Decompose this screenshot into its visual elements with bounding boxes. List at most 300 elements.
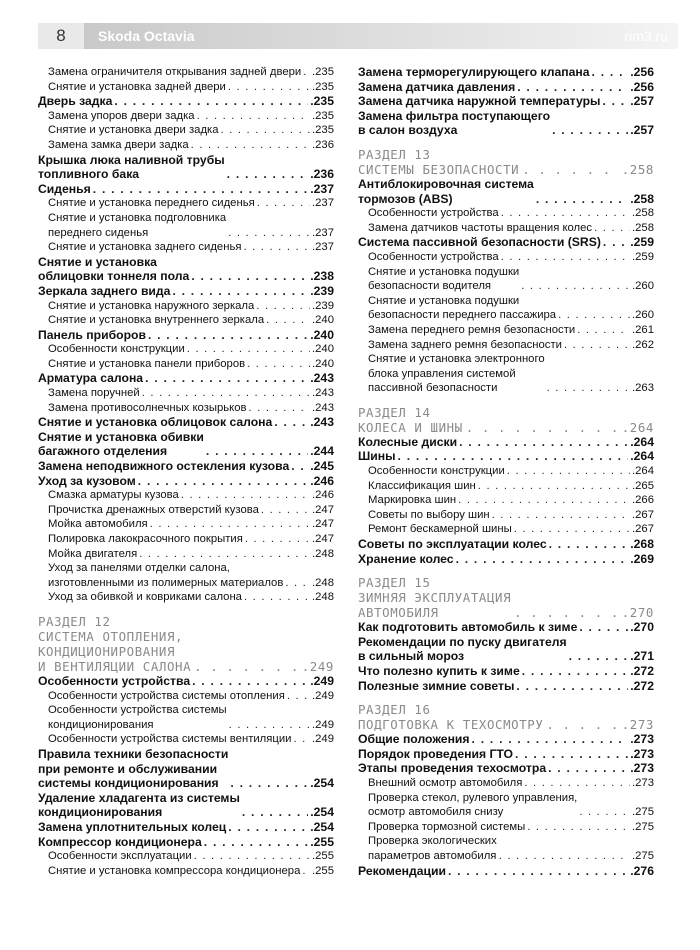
leader-dots [194, 849, 310, 864]
entry-title: Замена датчика давления [358, 79, 516, 94]
entry-title: Уход за обивкой и ковриками салона [48, 591, 242, 604]
toc-entry[interactable] [358, 834, 654, 863]
toc-entry[interactable] [38, 532, 334, 547]
leader-dots [139, 547, 310, 562]
entry-page: .265 [632, 479, 654, 492]
leader-dots [514, 522, 630, 537]
leader-dots [492, 508, 630, 523]
toc-entry[interactable] [358, 664, 654, 679]
leader-dots [472, 732, 629, 747]
leader-dots [521, 279, 630, 294]
toc-column-left [38, 65, 334, 878]
toc-entry[interactable] [38, 547, 334, 562]
leader-dots [228, 80, 310, 95]
entry-title: Замена уплотнительных колец [38, 819, 227, 834]
entry-page: .276 [630, 863, 654, 878]
entry-title: Уход за панелями отделки салона, изготовленными из полимерных материалов [48, 562, 284, 589]
entry-title: Особенности устройства [38, 673, 191, 688]
entry-page: .259 [630, 235, 654, 250]
entry-page: .236 [310, 167, 334, 182]
leader-dots [197, 109, 310, 124]
entry-page: .249 [312, 718, 334, 731]
entry-title: Замена датчика наружной температуры [358, 94, 601, 109]
leader-dots [517, 80, 628, 95]
section-page: .273 [621, 717, 654, 733]
section-heading [358, 405, 654, 435]
leader-dots [172, 284, 308, 299]
toc-entry[interactable] [358, 493, 654, 508]
entry-title: Снятие и установка электронного блока управления системой пассивной безопасности [368, 353, 545, 395]
leader-dots [527, 820, 630, 835]
section-label: РАЗДЕЛ 13 [358, 146, 431, 162]
toc-entry[interactable] [38, 109, 334, 124]
leader-dots [191, 138, 310, 153]
toc-entry[interactable] [38, 386, 334, 401]
entry-page: .248 [312, 547, 334, 560]
section-title: ПОДГОТОВКА К ТЕХОСМОТРУ [358, 717, 544, 733]
toc-entry[interactable] [38, 835, 334, 850]
leader-dots [285, 576, 310, 591]
entry-title: Замена терморегулирующего клапана [358, 65, 590, 79]
entry-page: .255 [312, 850, 334, 863]
entry-page: .248 [312, 591, 334, 604]
toc-entry[interactable] [358, 761, 654, 776]
leader-dots [245, 532, 310, 547]
toc-entry[interactable] [38, 211, 334, 240]
leader-dots [291, 459, 308, 474]
entry-title: Проверка тормозной системы [368, 820, 526, 833]
entry-title: Особенности устройства [368, 207, 499, 220]
entry-title: Внешний осмотр автомобиля [368, 776, 523, 789]
toc-entry[interactable] [38, 357, 334, 372]
toc-entry[interactable] [38, 255, 334, 284]
toc-entry[interactable] [38, 371, 334, 386]
entry-title: Система пассивной безопасности (SRS) [358, 235, 601, 250]
entry-title: Особенности устройства [368, 250, 499, 263]
entry-page: .259 [632, 250, 654, 263]
toc-entry[interactable] [358, 177, 654, 206]
entry-page: .272 [630, 664, 654, 678]
entry-title: Дверь задка [38, 94, 113, 109]
header-bar [84, 23, 678, 49]
entry-page: .267 [632, 523, 654, 536]
entry-title: Советы по выбору шин [368, 508, 490, 521]
entry-page: .256 [630, 65, 654, 79]
leader-dots [257, 196, 310, 211]
toc-entry[interactable] [358, 235, 654, 250]
entry-title: Уход за кузовом [38, 473, 136, 488]
leader-dots [501, 206, 630, 221]
entry-title: Снятие и установка компрессора кондиционера [48, 864, 301, 877]
leader-dots [507, 464, 630, 479]
entry-title: Этапы проведения техосмотра [358, 761, 547, 776]
leader-dots [221, 123, 310, 138]
toc-entry[interactable] [38, 820, 334, 835]
toc-entry[interactable] [38, 196, 334, 211]
entry-page: .267 [632, 508, 654, 521]
leader-dots [558, 308, 630, 323]
entry-title: Как подготовить автомобиль к зиме [358, 620, 578, 635]
entry-title: Замена фильтра поступающего в салон воздуха [358, 108, 551, 138]
leader-dots [516, 679, 628, 694]
toc-entry[interactable] [358, 250, 654, 265]
leader-dots [274, 415, 308, 430]
leader-dots [514, 605, 619, 620]
toc-entry[interactable] [38, 864, 334, 879]
entry-page: .235 [312, 66, 334, 78]
leader-dots [93, 182, 308, 197]
leader-dots [577, 323, 630, 338]
toc-entry[interactable] [38, 284, 334, 299]
toc-entry[interactable] [38, 459, 334, 474]
entry-title: Замена заднего ремня безопасности [368, 338, 562, 351]
leader-dots [579, 620, 628, 635]
entry-page: .237 [310, 181, 334, 196]
entry-title: Проверка стекол, рулевого управления, осмотр автомобиля снизу [368, 791, 578, 819]
entry-page: .245 [310, 459, 334, 474]
entry-page: .247 [312, 518, 334, 531]
leader-dots [569, 649, 629, 664]
entry-title: Замена замка двери задка [48, 138, 189, 151]
toc-entry[interactable] [358, 479, 654, 494]
entry-page: .260 [632, 280, 654, 293]
entry-page: .273 [632, 776, 654, 789]
entry-title: Снятие и установка задней двери [48, 80, 226, 93]
leader-dots [261, 503, 310, 518]
entry-page: .255 [310, 834, 334, 849]
leader-dots [594, 221, 630, 236]
toc-entry[interactable] [38, 328, 334, 343]
entry-title: Прочистка дренажных отверстий кузова [48, 503, 259, 516]
entry-title: Замена неподвижного остекления кузова [38, 459, 290, 474]
entry-page: .273 [630, 732, 654, 747]
toc-entry[interactable] [38, 182, 334, 197]
entry-title: Снятие и установка переднего сиденья [48, 197, 255, 210]
entry-page: .271 [630, 649, 654, 664]
leader-dots [266, 313, 310, 328]
entry-title: Замена противосолнечных козырьков [48, 401, 247, 414]
leader-dots [466, 420, 619, 435]
section-label: РАЗДЕЛ 12 [38, 613, 111, 629]
entry-page: .256 [630, 79, 654, 94]
entry-title: Снятие и установка подушки безопасности переднего пассажира [368, 294, 557, 322]
entry-page: .269 [630, 551, 654, 566]
section-heading [358, 702, 654, 732]
entry-page: .275 [632, 820, 654, 833]
section-title: КОЛЕСА И ШИНЫ [358, 419, 463, 435]
entry-page: .240 [310, 327, 334, 342]
leader-dots [459, 435, 628, 450]
entry-page: .235 [312, 109, 334, 122]
toc-entry[interactable] [38, 299, 334, 314]
leader-dots [547, 381, 630, 396]
entry-title: Особенности конструкции [48, 343, 185, 356]
toc-entry[interactable] [358, 620, 654, 635]
toc-entry[interactable] [38, 65, 334, 80]
entry-page: .264 [630, 449, 654, 464]
toc-entry[interactable] [38, 94, 334, 109]
entry-title: Удаление хладагента из системы кондиционирования [38, 790, 240, 820]
toc-entry[interactable] [358, 265, 654, 294]
entry-page: .247 [312, 503, 334, 516]
leader-dots [501, 250, 630, 265]
toc-entry[interactable] [38, 240, 334, 255]
toc-entry[interactable] [38, 747, 334, 791]
entry-page: .270 [630, 620, 654, 635]
leader-dots [227, 167, 309, 182]
entry-page: .257 [630, 123, 654, 138]
toc-entry[interactable] [38, 791, 334, 820]
leader-dots [456, 552, 629, 567]
leader-dots [564, 338, 630, 353]
entry-title: Маркировка шин [368, 494, 457, 507]
toc-entry[interactable] [38, 313, 334, 328]
leader-dots [228, 226, 310, 241]
leader-dots [579, 805, 630, 820]
entry-page: .240 [312, 314, 334, 327]
leader-dots [546, 717, 618, 732]
entry-title: Особенности устройства системы кондиционирования [48, 704, 227, 731]
entry-title: Особенности эксплуатации [48, 850, 192, 863]
toc-entry[interactable] [358, 864, 654, 879]
entry-page: .249 [312, 733, 334, 746]
leader-dots [148, 328, 308, 343]
entry-title: Панель приборов [38, 327, 146, 342]
toc-entry[interactable] [358, 94, 654, 109]
section-label: РАЗДЕЛ 14 [358, 404, 431, 420]
entry-page: .240 [312, 343, 334, 356]
section-title: ЗИМНЯЯ ЭКСПЛУАТАЦИЯ АВТОМОБИЛЯ [358, 590, 512, 621]
leader-dots [204, 835, 309, 850]
entry-page: .272 [630, 678, 654, 693]
entry-title: Снятие и установка подушки безопасности водителя [368, 265, 520, 293]
toc-entry[interactable] [358, 747, 654, 762]
leader-dots [247, 357, 310, 372]
entry-page: .243 [312, 401, 334, 414]
section-heading [358, 147, 654, 177]
leader-dots [287, 689, 310, 704]
toc-entry[interactable] [358, 206, 654, 221]
toc-entry[interactable] [38, 503, 334, 518]
entry-page: .273 [630, 761, 654, 776]
toc-entry[interactable] [358, 80, 654, 95]
entry-title: Снятие и установка панели приборов [48, 357, 246, 370]
entry-title: Снятие и установка обивки багажного отделения [38, 429, 204, 459]
leader-dots [228, 820, 308, 835]
entry-page: .237 [312, 197, 334, 210]
toc-entry[interactable] [38, 689, 334, 704]
leader-dots [187, 342, 310, 357]
entry-title: Правила техники безопасности при ремонте и обслуживании системы кондиционирования [38, 746, 229, 791]
toc-entry[interactable] [358, 464, 654, 479]
entry-title: Полировка лакокрасочного покрытия [48, 533, 243, 545]
entry-title: Мойка автомобиля [48, 518, 148, 531]
toc-entry[interactable] [358, 732, 654, 747]
entry-title: Замена ограничителя открывания задней двери [48, 66, 302, 78]
entry-title: Особенности устройства системы отопления [48, 689, 285, 702]
leader-dots [192, 674, 308, 689]
page-number: 8 [38, 23, 84, 49]
entry-page: .248 [312, 576, 334, 589]
toc-entry[interactable] [358, 352, 654, 396]
toc-entry[interactable] [38, 430, 334, 459]
entry-page: .273 [630, 746, 654, 761]
entry-title: Снятие и установка заднего сиденья [48, 241, 242, 254]
leader-dots [548, 761, 628, 776]
toc-entry[interactable] [38, 342, 334, 357]
entry-title: Антиблокировочная система тормозов (ABS) [358, 176, 534, 206]
entry-page: .266 [632, 494, 654, 507]
leader-dots [398, 449, 629, 464]
entry-title: Мойка двигателя [48, 547, 138, 560]
entry-page: .254 [310, 805, 334, 820]
entry-title: Смазка арматуры кузова [48, 489, 179, 502]
section-label: РАЗДЕЛ 16 [358, 702, 431, 718]
toc-entry[interactable] [358, 221, 654, 236]
entry-title: Полезные зимние советы [358, 678, 515, 693]
leader-dots [524, 776, 630, 791]
entry-page: .246 [312, 489, 334, 502]
leader-dots [293, 732, 310, 747]
toc-entry[interactable] [38, 703, 334, 732]
section-page: .264 [621, 419, 654, 435]
toc-entry[interactable] [38, 153, 334, 182]
entry-page: .275 [632, 849, 654, 862]
toc-entry[interactable] [38, 138, 334, 153]
toc-column-right [358, 65, 654, 878]
page-header [38, 23, 678, 49]
entry-title: Рекомендации [358, 863, 446, 878]
entry-title: Снятие и установка подголовника переднего сиденья [48, 211, 227, 239]
toc-entry[interactable] [38, 517, 334, 532]
entry-page: .237 [312, 241, 334, 254]
section-page: .249 [301, 658, 334, 674]
toc-entry[interactable] [358, 65, 654, 80]
toc-entry[interactable] [358, 679, 654, 694]
entry-title: Что полезно купить к зиме [358, 664, 520, 678]
entry-page: .254 [310, 819, 334, 834]
toc-entry[interactable] [38, 123, 334, 138]
toc-entry[interactable] [358, 449, 654, 464]
toc-entry[interactable] [358, 791, 654, 820]
leader-dots [244, 590, 310, 605]
toc-entry[interactable] [38, 488, 334, 503]
entry-page: .235 [312, 80, 334, 93]
entry-title: Колесные диски [358, 434, 458, 449]
entry-page: .235 [312, 124, 334, 137]
entry-title: Хранение колес [358, 551, 454, 566]
entry-page: .243 [310, 415, 334, 430]
entry-page: .237 [312, 226, 334, 239]
leader-dots [458, 493, 630, 508]
toc-entry[interactable] [38, 474, 334, 489]
leader-dots [138, 474, 308, 489]
toc-entry[interactable] [358, 522, 654, 537]
leader-dots [603, 235, 628, 250]
entry-page: .263 [632, 382, 654, 395]
entry-page: .264 [630, 434, 654, 449]
entry-title: Снятие и установка облицовок салона [38, 415, 273, 430]
toc-entry[interactable] [358, 537, 654, 552]
entry-title: Советы по эксплуатации колес [358, 537, 547, 552]
toc-entry[interactable] [38, 80, 334, 95]
leader-dots [191, 269, 308, 284]
toc-entry[interactable] [38, 674, 334, 689]
toc-entry[interactable] [38, 415, 334, 430]
toc-entry[interactable] [38, 849, 334, 864]
entry-page: .268 [630, 537, 654, 552]
toc-entry[interactable] [38, 401, 334, 416]
toc-entry[interactable] [358, 635, 654, 664]
leader-dots [256, 299, 310, 314]
toc-entry[interactable] [38, 590, 334, 605]
leader-dots [150, 517, 310, 532]
toc-entry[interactable] [358, 294, 654, 323]
leader-dots [114, 94, 308, 109]
section-heading [38, 614, 334, 674]
toc-entry[interactable] [358, 323, 654, 338]
entry-title: Замена переднего ремня безопасности [368, 323, 576, 336]
leader-dots [552, 123, 628, 138]
section-title: СИСТЕМЫ БЕЗОПАСНОСТИ [358, 161, 520, 177]
entry-title: Особенности конструкции [368, 465, 505, 478]
entry-page: .235 [310, 94, 334, 109]
entry-page: .236 [312, 138, 334, 151]
leader-dots [499, 849, 630, 864]
toc-entry[interactable] [358, 435, 654, 450]
toc-entry[interactable] [358, 338, 654, 353]
toc-entry[interactable] [358, 776, 654, 791]
entry-page: .249 [310, 673, 334, 688]
leader-dots [522, 664, 629, 679]
toc-entry[interactable] [358, 820, 654, 835]
entry-title: Проверка экологических параметров автомобиля [368, 835, 497, 862]
entry-page: .258 [632, 221, 654, 234]
toc-entry[interactable] [358, 109, 654, 138]
entry-title: Шины [358, 449, 396, 464]
entry-title: Снятие и установка наружного зеркала [48, 299, 255, 312]
section-title: СИСТЕМА ОТОПЛЕНИЯ, КОНДИЦИОНИРОВАНИЯ И ВЕНТИЛЯЦИИ САЛОНА [38, 628, 192, 674]
entry-title: Замена датчиков частоты вращения колес [368, 221, 593, 234]
entry-title: Снятие и установка двери задка [48, 124, 219, 137]
entry-page: .258 [632, 207, 654, 220]
entry-page: .258 [630, 191, 654, 206]
entry-page: .239 [312, 299, 334, 312]
entry-title: Зеркала заднего вида [38, 283, 171, 298]
entry-page: .254 [310, 776, 334, 791]
leader-dots [242, 805, 308, 820]
leader-dots [536, 192, 628, 207]
leader-dots [602, 94, 628, 109]
toc-entry[interactable] [38, 561, 334, 590]
entry-title: Снятие и установка облицовки тоннеля пола [38, 254, 190, 284]
toc-entry[interactable] [358, 508, 654, 523]
entry-title: Арматура салона [38, 371, 144, 386]
entry-title: Снятие и установка внутреннего зеркала [48, 314, 265, 327]
section-heading [358, 575, 654, 620]
leader-dots [194, 659, 299, 674]
entry-page: .247 [312, 533, 334, 545]
leader-dots [142, 386, 310, 401]
entry-page: .261 [632, 323, 654, 336]
toc-entry[interactable] [38, 732, 334, 747]
section-label: РАЗДЕЛ 15 [358, 575, 431, 591]
entry-page: .275 [632, 806, 654, 819]
toc-entry[interactable] [358, 552, 654, 567]
entry-title: Замена упоров двери задка [48, 109, 195, 122]
book-title: Skoda Octavia [98, 28, 195, 44]
leader-dots [145, 371, 308, 386]
